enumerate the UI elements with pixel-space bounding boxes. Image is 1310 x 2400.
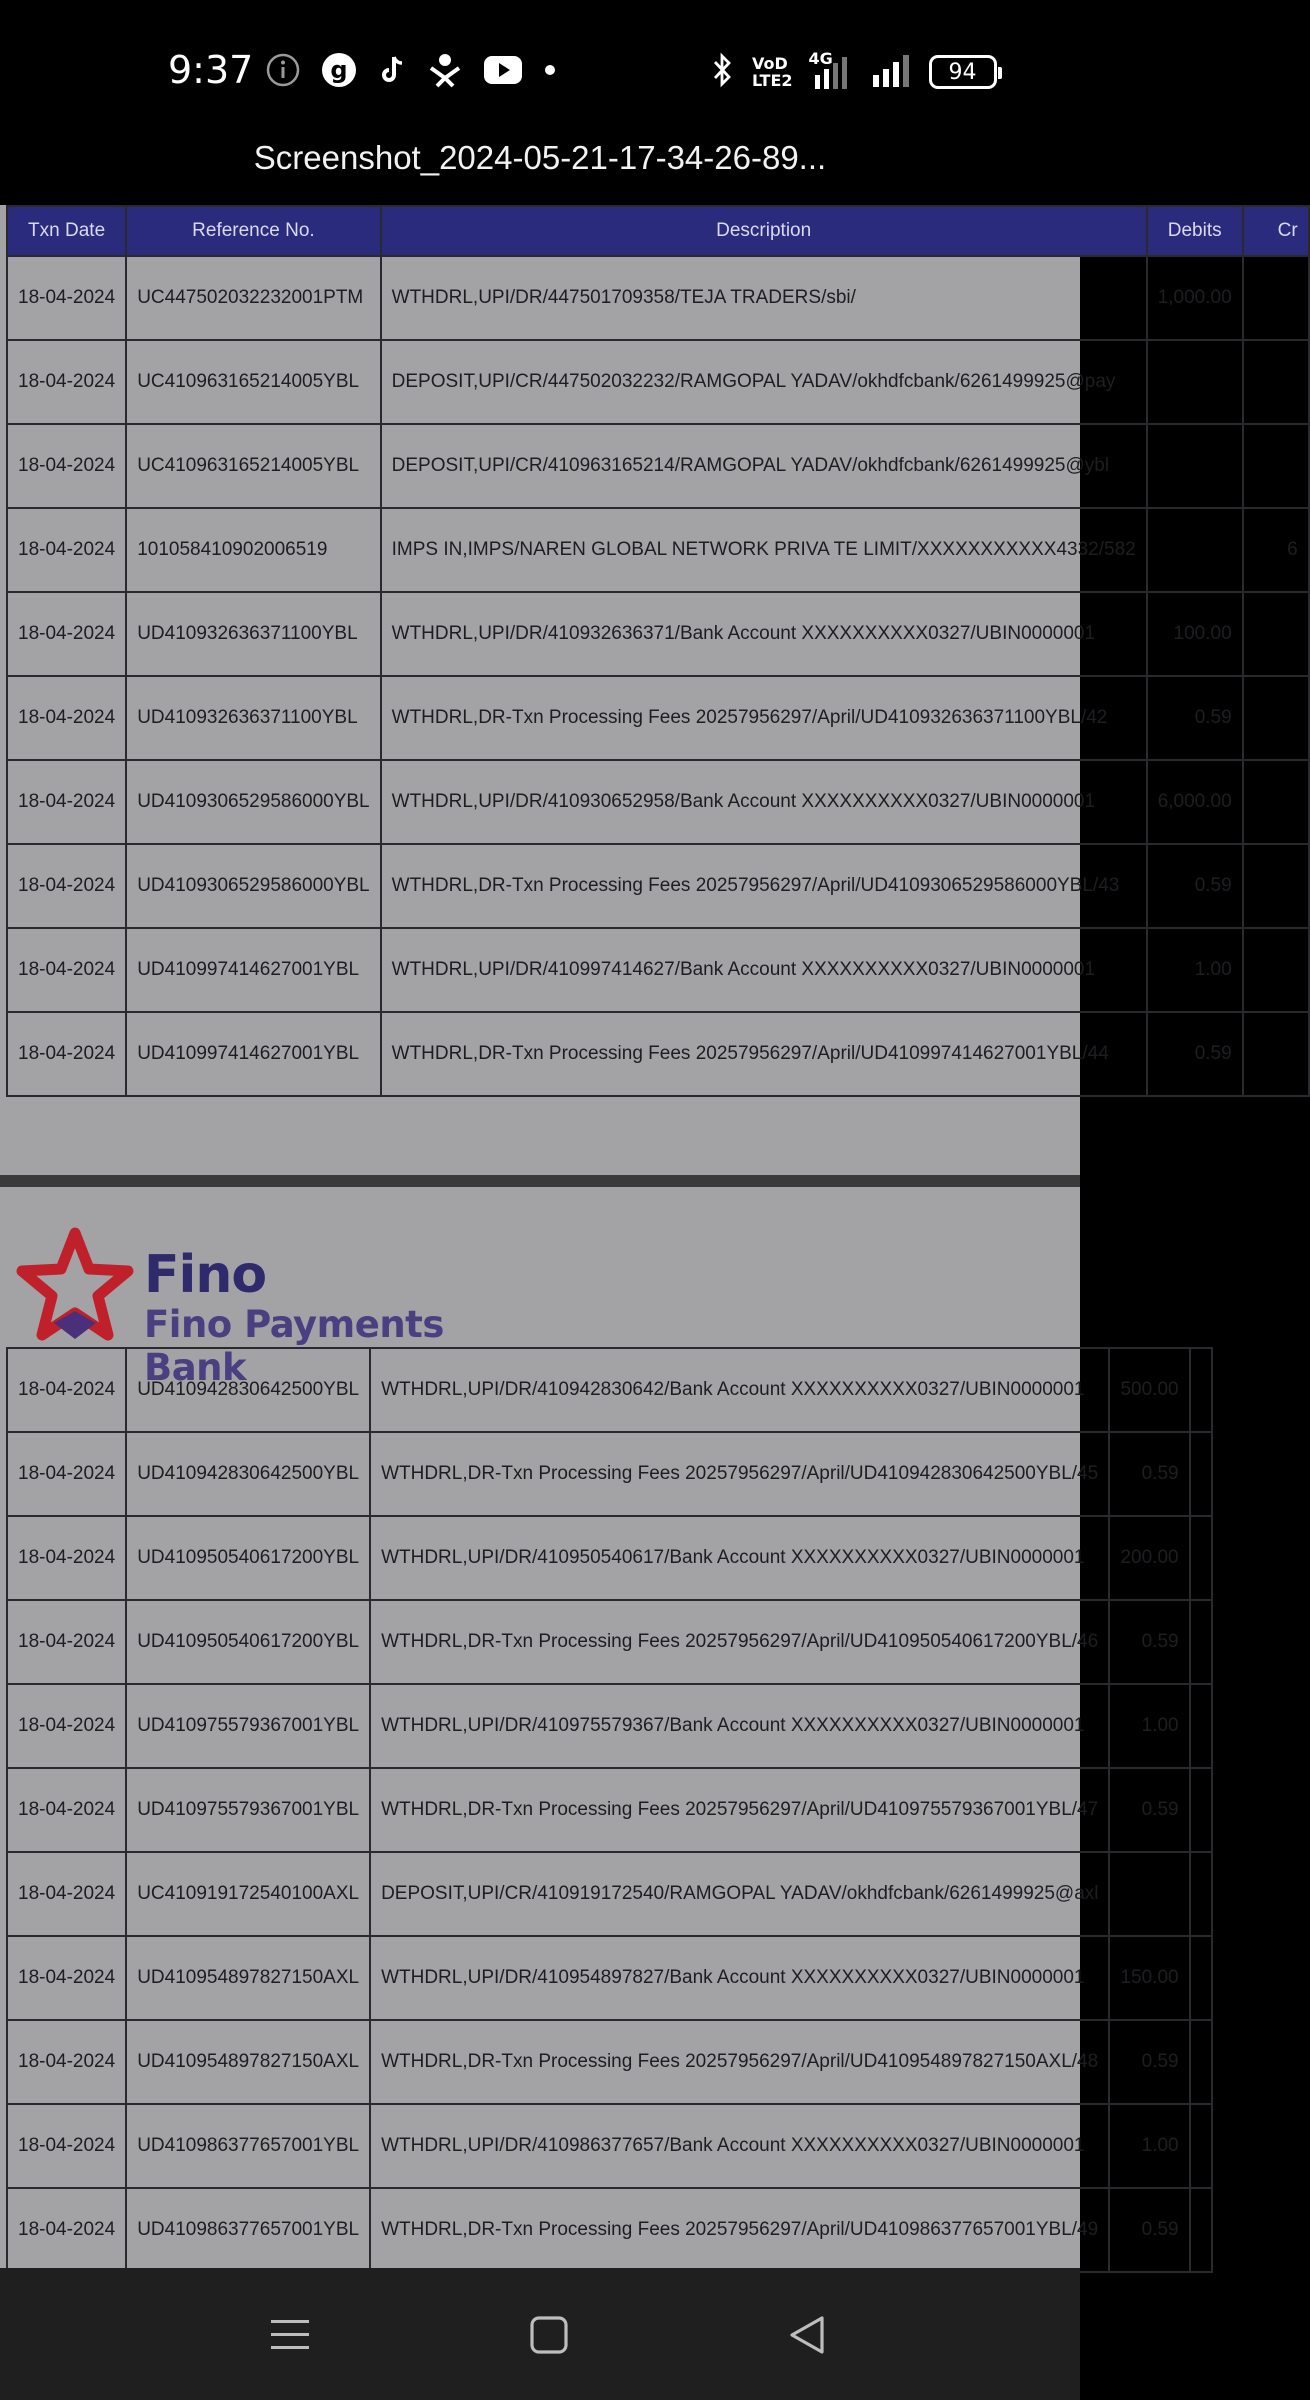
- description-cell: WTHDRL,UPI/DR/410930652958/Bank Account XXXXXXXXXX0327/UBIN0000001: [381, 760, 1147, 844]
- transactions-table-page-2: [6, 1347, 1213, 2273]
- table-row: [7, 2020, 1212, 2104]
- col-header-description: Description: [381, 206, 1147, 256]
- home-square-icon: [528, 2314, 570, 2356]
- txn-date-cell: 18-04-2024: [7, 1936, 126, 2020]
- credit-cell: [1243, 760, 1309, 844]
- table-row: [7, 1012, 1309, 1096]
- table-row: [7, 1348, 1212, 1432]
- description-cell: WTHDRL,DR-Txn Processing Fees 20257956297/April/UD410975579367001YBL/47: [370, 1768, 1109, 1852]
- table-row: [7, 2188, 1212, 2272]
- description-cell: WTHDRL,UPI/DR/410942830642/Bank Account XXXXXXXXXX0327/UBIN0000001: [370, 1348, 1109, 1432]
- credit-cell: [1190, 1516, 1212, 1600]
- table-row: [7, 424, 1309, 508]
- debit-cell: 1.00: [1109, 2104, 1189, 2188]
- reference-cell: UD410954897827150AXL: [126, 2020, 370, 2104]
- document-title: Screenshot_2024-05-21-17-34-26-89...: [253, 139, 827, 176]
- credit-cell: 6: [1243, 508, 1309, 592]
- network-type-label: 4G: [808, 49, 833, 68]
- description-cell: WTHDRL,UPI/DR/410986377657/Bank Account XXXXXXXXXX0327/UBIN0000001: [370, 2104, 1109, 2188]
- credit-cell: [1243, 592, 1309, 676]
- debit-cell: 0.59: [1109, 1600, 1189, 1684]
- system-icons: [710, 49, 997, 92]
- description-cell: WTHDRL,UPI/DR/410997414627/Bank Account XXXXXXXXXX0327/UBIN0000001: [381, 928, 1147, 1012]
- fino-logo-short: Fino: [144, 1245, 267, 1305]
- reference-cell: UD410986377657001YBL: [126, 2104, 370, 2188]
- reference-cell: UD4109306529586000YBL: [126, 760, 380, 844]
- debit-cell: 6,000.00: [1147, 760, 1243, 844]
- table-row: [7, 1768, 1212, 1852]
- table-row: [7, 256, 1309, 340]
- table-header-row: [7, 206, 1309, 256]
- volte-label-bottom: LTE2: [752, 71, 793, 90]
- description-cell: WTHDRL,DR-Txn Processing Fees 20257956297/April/UD4109306529586000YBL/43: [381, 844, 1147, 928]
- description-cell: DEPOSIT,UPI/CR/410963165214/RAMGOPAL YADAV/okhdfcbank/6261499925@ybl: [381, 424, 1147, 508]
- col-header-reference: Reference No.: [126, 206, 380, 256]
- description-cell: DEPOSIT,UPI/CR/410919172540/RAMGOPAL YADAV/okhdfcbank/6261499925@axl: [370, 1852, 1109, 1936]
- table-row: [7, 1432, 1212, 1516]
- page-divider: [0, 1175, 1080, 1187]
- fino-logo-full: Fino Payments Bank: [144, 1303, 444, 1389]
- debit-cell: [1147, 424, 1243, 508]
- credit-cell: [1190, 1684, 1212, 1768]
- back-triangle-icon: [786, 2314, 828, 2356]
- table-row: [7, 1936, 1212, 2020]
- table-row: [7, 340, 1309, 424]
- txn-date-cell: 18-04-2024: [7, 2104, 126, 2188]
- txn-date-cell: 18-04-2024: [7, 340, 126, 424]
- debit-cell: 150.00: [1109, 1936, 1189, 2020]
- reference-cell: UD410986377657001YBL: [126, 2188, 370, 2272]
- reference-cell: UD410954897827150AXL: [126, 1936, 370, 2020]
- battery-icon: [929, 55, 997, 89]
- credit-cell: [1190, 2104, 1212, 2188]
- reference-cell: UD410932636371100YBL: [126, 676, 380, 760]
- reference-cell: UC410963165214005YBL: [126, 340, 380, 424]
- person-icon: [427, 52, 463, 93]
- txn-date-cell: 18-04-2024: [7, 928, 126, 1012]
- status-bar: [0, 0, 1080, 135]
- table-row: [7, 1516, 1212, 1600]
- txn-date-cell: 18-04-2024: [7, 1516, 126, 1600]
- col-header-txn-date: Txn Date: [7, 206, 126, 256]
- col-header-credits: Cr: [1243, 206, 1309, 256]
- txn-date-cell: 18-04-2024: [7, 1012, 126, 1096]
- debit-cell: 0.59: [1109, 1768, 1189, 1852]
- svg-text:g: g: [330, 55, 348, 84]
- debit-cell: 0.59: [1147, 1012, 1243, 1096]
- debit-cell: 0.59: [1109, 2020, 1189, 2104]
- reference-cell: UD410975579367001YBL: [126, 1684, 370, 1768]
- table-row: [7, 928, 1309, 1012]
- reference-cell: UC447502032232001PTM: [126, 256, 380, 340]
- volte-icon: [752, 55, 793, 89]
- credit-cell: [1190, 1936, 1212, 2020]
- notification-icons: [265, 52, 557, 92]
- title-bar: [0, 135, 1080, 205]
- description-cell: IMPS IN,IMPS/NAREN GLOBAL NETWORK PRIVA TE LIMIT/XXXXXXXXXXX4332/582: [381, 508, 1147, 592]
- description-cell: WTHDRL,DR-Txn Processing Fees 20257956297/April/UD410932636371100YBL/42: [381, 676, 1147, 760]
- debit-cell: 1.00: [1147, 928, 1243, 1012]
- txn-date-cell: 18-04-2024: [7, 2188, 126, 2272]
- txn-date-cell: 18-04-2024: [7, 508, 126, 592]
- google-g-icon: [321, 52, 357, 93]
- info-icon: [265, 52, 301, 93]
- description-cell: WTHDRL,UPI/DR/410954897827/Bank Account XXXXXXXXXX0327/UBIN0000001: [370, 1936, 1109, 2020]
- description-cell: WTHDRL,DR-Txn Processing Fees 20257956297/April/UD410986377657001YBL/49: [370, 2188, 1109, 2272]
- statement-page-2: [0, 1187, 1179, 2287]
- table-row: [7, 2104, 1212, 2188]
- credit-cell: [1243, 424, 1309, 508]
- menu-icon: [269, 2314, 311, 2356]
- reference-cell: UD410997414627001YBL: [126, 1012, 380, 1096]
- description-cell: WTHDRL,DR-Txn Processing Fees 20257956297/April/UD410997414627001YBL/44: [381, 1012, 1147, 1096]
- credit-cell: [1190, 1852, 1212, 1936]
- txn-date-cell: 18-04-2024: [7, 1600, 126, 1684]
- txn-date-cell: 18-04-2024: [7, 1852, 126, 1936]
- txn-date-cell: 18-04-2024: [7, 1348, 126, 1432]
- debit-cell: 1.00: [1109, 1684, 1189, 1768]
- signal-4g-icon: [808, 49, 853, 91]
- txn-date-cell: 18-04-2024: [7, 676, 126, 760]
- statement-page-1: [0, 205, 1298, 1175]
- credit-cell: [1243, 676, 1309, 760]
- navigation-bar: [0, 2268, 1080, 2400]
- col-header-debits: Debits: [1147, 206, 1243, 256]
- reference-cell: UD410942830642500YBL: [126, 1348, 370, 1432]
- reference-cell: UD410942830642500YBL: [126, 1432, 370, 1516]
- debit-cell: 0.59: [1147, 676, 1243, 760]
- credit-cell: [1190, 1600, 1212, 1684]
- credit-cell: [1190, 1432, 1212, 1516]
- txn-date-cell: 18-04-2024: [7, 1768, 126, 1852]
- reference-cell: UC410963165214005YBL: [126, 424, 380, 508]
- tiktok-icon: [377, 53, 407, 92]
- description-cell: WTHDRL,UPI/DR/410932636371/Bank Account XXXXXXXXXX0327/UBIN0000001: [381, 592, 1147, 676]
- reference-cell: UD410932636371100YBL: [126, 592, 380, 676]
- txn-date-cell: 18-04-2024: [7, 2020, 126, 2104]
- description-cell: DEPOSIT,UPI/CR/447502032232/RAMGOPAL YADAV/okhdfcbank/6261499925@pay: [381, 340, 1147, 424]
- reference-cell: 101058410902006519: [126, 508, 380, 592]
- signal-icon: [869, 51, 913, 94]
- txn-date-cell: 18-04-2024: [7, 760, 126, 844]
- reference-cell: UD410950540617200YBL: [126, 1600, 370, 1684]
- txn-date-cell: 18-04-2024: [7, 1684, 126, 1768]
- battery-level: 94: [948, 59, 977, 85]
- fino-star-icon: [16, 1227, 134, 1347]
- reference-cell: UD410950540617200YBL: [126, 1516, 370, 1600]
- table-row: [7, 1600, 1212, 1684]
- dot-icon: [543, 63, 557, 82]
- debit-cell: 0.59: [1147, 844, 1243, 928]
- reference-cell: UD410975579367001YBL: [126, 1768, 370, 1852]
- reference-cell: UC410919172540100AXL: [126, 1852, 370, 1936]
- debit-cell: [1147, 340, 1243, 424]
- table-row: [7, 844, 1309, 928]
- status-time: 9:37: [168, 48, 254, 92]
- fino-logo: [16, 1227, 536, 1389]
- description-cell: WTHDRL,UPI/DR/447501709358/TEJA TRADERS/sbi/: [381, 256, 1147, 340]
- credit-cell: [1243, 844, 1309, 928]
- menu-button[interactable]: [255, 2300, 325, 2370]
- credit-cell: [1243, 256, 1309, 340]
- volte-label-top: VoD: [752, 54, 788, 73]
- credit-cell: [1243, 340, 1309, 424]
- table-row: [7, 508, 1309, 592]
- description-cell: WTHDRL,DR-Txn Processing Fees 20257956297/April/UD410950540617200YBL/46: [370, 1600, 1109, 1684]
- txn-date-cell: 18-04-2024: [7, 592, 126, 676]
- table-row: [7, 676, 1309, 760]
- reference-cell: UD410997414627001YBL: [126, 928, 380, 1012]
- credit-cell: [1243, 928, 1309, 1012]
- debit-cell: 500.00: [1109, 1348, 1189, 1432]
- table-row: [7, 592, 1309, 676]
- debit-cell: 0.59: [1109, 2188, 1189, 2272]
- reference-cell: UD4109306529586000YBL: [126, 844, 380, 928]
- credit-cell: [1190, 1348, 1212, 1432]
- debit-cell: 1,000.00: [1147, 256, 1243, 340]
- table-body-page-1: [7, 256, 1309, 1096]
- debit-cell: 0.59: [1109, 1432, 1189, 1516]
- youtube-icon: [483, 55, 523, 90]
- txn-date-cell: 18-04-2024: [7, 256, 126, 340]
- txn-date-cell: 18-04-2024: [7, 424, 126, 508]
- credit-cell: [1190, 1768, 1212, 1852]
- table-row: [7, 1852, 1212, 1936]
- debit-cell: [1109, 1852, 1189, 1936]
- bluetooth-icon: [710, 51, 736, 94]
- home-button[interactable]: [514, 2300, 584, 2370]
- txn-date-cell: 18-04-2024: [7, 844, 126, 928]
- debit-cell: [1147, 508, 1243, 592]
- credit-cell: [1243, 1012, 1309, 1096]
- table-body-page-2: [7, 1348, 1212, 2272]
- transactions-table-page-1: [6, 205, 1310, 1097]
- debit-cell: 100.00: [1147, 592, 1243, 676]
- credit-cell: [1190, 2188, 1212, 2272]
- description-cell: WTHDRL,DR-Txn Processing Fees 20257956297/April/UD410954897827150AXL/48: [370, 2020, 1109, 2104]
- description-cell: WTHDRL,DR-Txn Processing Fees 20257956297/April/UD410942830642500YBL/45: [370, 1432, 1109, 1516]
- description-cell: WTHDRL,UPI/DR/410950540617/Bank Account XXXXXXXXXX0327/UBIN0000001: [370, 1516, 1109, 1600]
- txn-date-cell: 18-04-2024: [7, 1432, 126, 1516]
- table-row: [7, 760, 1309, 844]
- credit-cell: [1190, 2020, 1212, 2104]
- description-cell: WTHDRL,UPI/DR/410975579367/Bank Account XXXXXXXXXX0327/UBIN0000001: [370, 1684, 1109, 1768]
- document-viewport[interactable]: [0, 205, 1298, 2268]
- table-row: [7, 1684, 1212, 1768]
- debit-cell: 200.00: [1109, 1516, 1189, 1600]
- back-button[interactable]: [772, 2300, 842, 2370]
